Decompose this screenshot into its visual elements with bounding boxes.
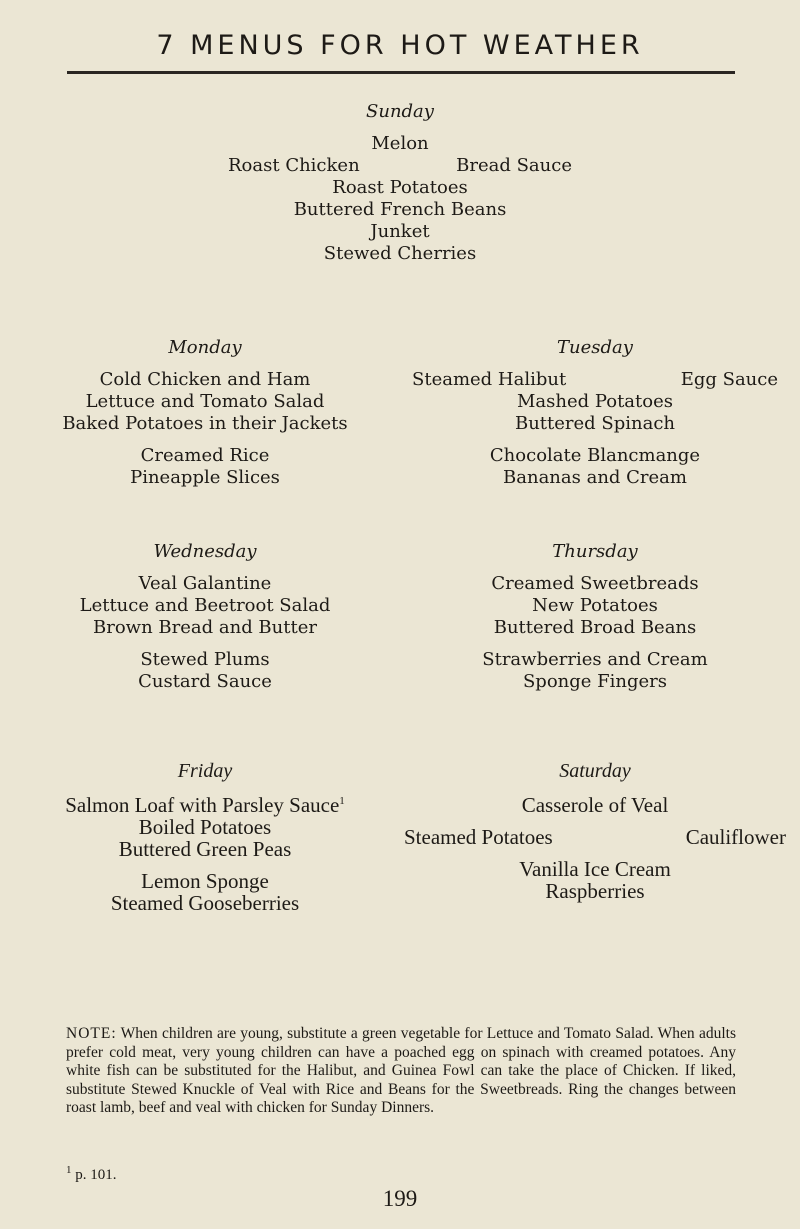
dish-pair (400, 826, 790, 848)
dish: Buttered Broad Beans (493, 617, 697, 638)
dish-pair (200, 155, 600, 177)
dish: Veal Galantine (138, 573, 272, 594)
day-heading: Wednesday (153, 541, 257, 562)
menu-wednesday (10, 541, 400, 693)
dish: Buttered Green Peas (118, 837, 292, 861)
dish: Brown Bread and Butter (93, 617, 317, 638)
dish-text: Salmon Loaf with Parsley Sauce (65, 793, 340, 817)
dish: Cold Chicken and Ham (99, 369, 311, 390)
dish: Melon (371, 133, 429, 154)
menu-thursday (400, 541, 790, 693)
menu-saturday (400, 760, 790, 902)
dish: Bread Sauce (456, 155, 572, 176)
dish: Steamed Potatoes (404, 825, 553, 849)
title-rule (67, 71, 735, 74)
dish (10, 794, 400, 816)
dish: Creamed Rice (140, 445, 270, 466)
dish: Egg Sauce (680, 369, 778, 390)
footnote-text: p. 101. (75, 1167, 117, 1183)
menu-tuesday (400, 337, 790, 489)
dish: Stewed Plums (140, 649, 270, 670)
dish: Chocolate Blancmange (489, 445, 701, 466)
day-heading: Tuesday (557, 337, 633, 358)
menu-sunday (200, 101, 600, 265)
day-heading: Saturday (559, 760, 631, 782)
menu-monday (10, 337, 400, 489)
dish: Mashed Potatoes (516, 391, 674, 412)
day-heading: Monday (168, 337, 242, 358)
dish: Buttered French Beans (293, 199, 507, 220)
dish: Raspberries (545, 879, 645, 903)
dish: Stewed Cherries (323, 243, 477, 264)
dish: Lemon Sponge (141, 869, 269, 893)
dish: Pineapple Slices (130, 467, 280, 488)
dish: Cauliflower (685, 825, 786, 849)
dish: Roast Potatoes (332, 177, 468, 198)
dish: Boiled Potatoes (138, 815, 272, 839)
dish: New Potatoes (532, 595, 658, 616)
dish: Buttered Spinach (514, 413, 676, 434)
dish: Casserole of Veal (521, 793, 669, 817)
note-paragraph (66, 1025, 736, 1118)
note-text: When children are young, substitute a green vegetable for Lettuce and Tomato Salad. When adults prefer cold meat, very young children can have a poached egg on spinach with creamed potatoes. Any white fish can be substituted for the Halibut, and Guinea Fowl can take the place of Chicken. If liked, substitute Stewed Knuckle of Veal with Rice and Beans for the Sweetbreads. Ring the changes between roast lamb, beef and veal with chicken for Sunday Dinners. (66, 1025, 736, 1117)
dish: Bananas and Cream (503, 467, 687, 488)
dish: Lettuce and Tomato Salad (85, 391, 325, 412)
footnote-marker: 1 (339, 795, 345, 807)
dish-pair (400, 369, 790, 391)
day-heading: Sunday (366, 101, 434, 122)
dish: Junket (370, 221, 430, 242)
menu-friday (10, 760, 400, 914)
dish: Creamed Sweetbreads (491, 573, 699, 594)
dish: Custard Sauce (138, 671, 272, 692)
dish: Lettuce and Beetroot Salad (79, 595, 331, 616)
dish: Steamed Halibut (412, 369, 567, 390)
dish: Strawberries and Cream (482, 649, 708, 670)
dish: Sponge Fingers (522, 671, 668, 692)
dish: Steamed Gooseberries (110, 891, 300, 915)
note-label: NOTE: (66, 1025, 117, 1042)
day-heading: Friday (177, 760, 233, 782)
footnote-marker: 1 (66, 1164, 72, 1176)
footnote (66, 1164, 117, 1184)
day-heading: Thursday (552, 541, 638, 562)
dish: Baked Potatoes in their Jackets (62, 413, 348, 434)
page-number: 199 (382, 1186, 418, 1211)
page-title: 7 MENUS FOR HOT WEATHER (156, 30, 644, 61)
dish: Roast Chicken (228, 155, 360, 176)
dish: Vanilla Ice Cream (519, 857, 671, 881)
